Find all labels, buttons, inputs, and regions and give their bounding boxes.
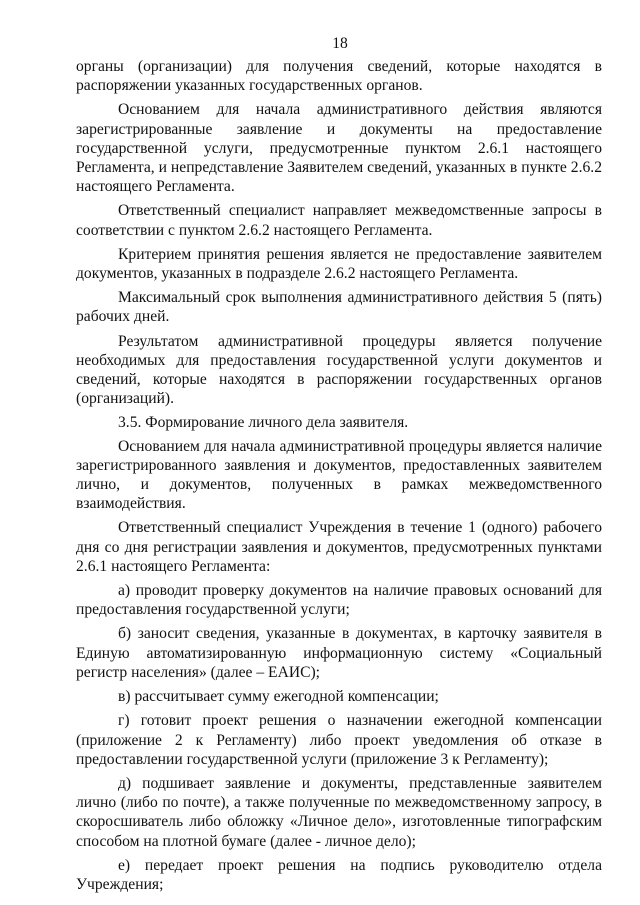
list-item-g: г) готовит проект решения о назначении ежегодной компенсации (приложение 2 к Регламенту) либо проект уведомления об отказе в предоставлении государственной услуги (приложение 3 к Регламенту); [76,712,602,768]
list-item-v: в) рассчитывает сумму ежегодной компенсации; [118,688,439,706]
paragraph-basis: Основанием для начала административного действия являются зарегистрированные заявление и документы на предоставление государственной услуги, предусмотренные пунктом 2.6.1 настоящего Регламента, и непредставление Заявителем сведений, указанных в пункте 2.6.2 настоящего Регламента. [76,101,602,196]
list-item-b: б) заносит сведения, указанные в документах, в карточку заявителя в Единую автоматизированную информационную систему «Социальный регистр населения» (далее – ЕАИС); [76,625,602,681]
document-body [76,57,602,899]
list-item-e: е) передает проект решения на подпись руководителю отдела Учреждения; [76,856,602,893]
list-item-a: а) проводит проверку документов на наличие правовых оснований для предоставления государственной услуги; [76,582,602,619]
paragraph-result: Результатом административной процедуры является получение необходимых для предоставления государственной услуги документов и сведений, которые находятся в распоряжении государственных органов (организаций). [76,332,602,408]
paragraph-criterion: Критерием принятия решения является не предоставление заявителем документов, указанных в подразделе 2.6.2 настоящего Регламента. [76,245,602,283]
paragraph-deadline: Максимальный срок выполнения административного действия 5 (пять) рабочих дней. [76,289,602,326]
paragraph-continuation: органы (организации) для получения сведений, которые находятся в распоряжении указанных государственных органов. [76,58,602,95]
paragraph-specialist: Ответственный специалист Учреждения в течение 1 (одного) рабочего дня со дня регистрации заявления и документов, предусмотренных пунктами 2.6.1 настоящего Регламента: [76,519,602,575]
paragraph-procedure-basis: Основанием для начала административной процедуры является наличие зарегистрированного заявления и документов, предоставленных заявителем лично, и документов, полученных в рамках межведомственного взаимодействия. [76,437,602,513]
list-item-d: д) подшивает заявление и документы, представленные заявителем лично (либо по почте), а также полученные по межведомственному запросу, в скоросшиватель либо обложку «Личное дело», изготовленные типографским способом на плотной бумаге (далее - личное дело); [76,774,602,850]
page-number: 18 [332,35,348,52]
paragraph-requests: Ответственный специалист направляет межведомственные запросы в соответствии с пунктом 2.6.2 настоящего Регламента. [76,202,602,239]
section-heading: 3.5. Формирование личного дела заявителя. [118,414,409,432]
